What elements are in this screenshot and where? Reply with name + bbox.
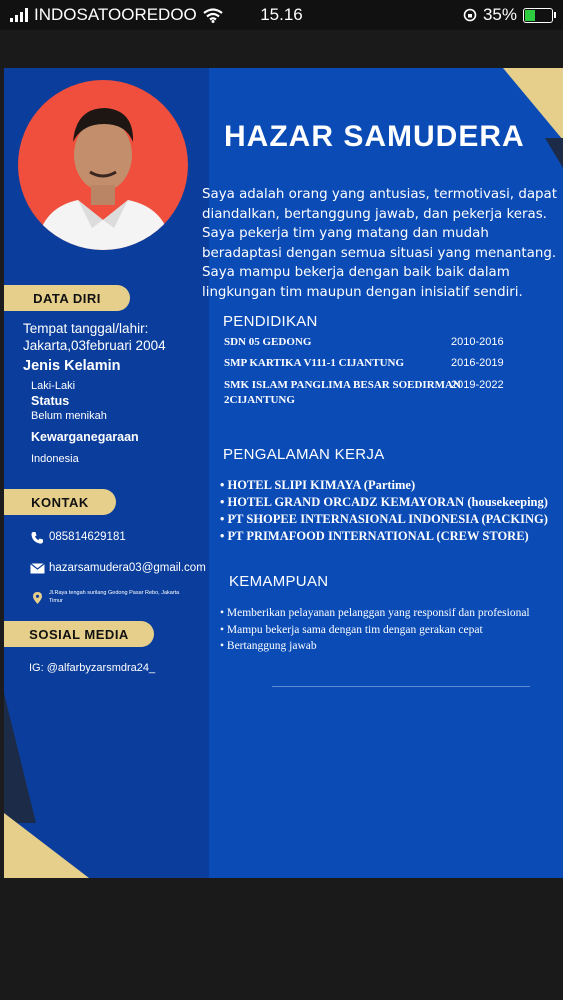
pendidikan-heading: PENDIDIKAN: [223, 313, 318, 330]
sosial-media-heading: SOSIAL MEDIA: [4, 621, 154, 647]
education-years: 2010-2016: [451, 336, 504, 348]
resume-document: [4, 68, 563, 878]
mail-icon: [30, 563, 45, 574]
education-school: SDN 05 GEDONG: [224, 336, 312, 348]
resume-name: HAZAR SAMUDERA: [224, 120, 525, 153]
phone-icon: [30, 531, 44, 545]
bottom-spacer: [0, 878, 563, 1000]
experience-item: • HOTEL SLIPI KIMAYA (Partime): [220, 478, 416, 492]
phone-number: 085814629181: [49, 531, 126, 543]
data-diri-heading: DATA DIRI: [4, 285, 130, 311]
status-value: Belum menikah: [31, 410, 107, 422]
clock: 15.16: [260, 5, 303, 24]
corner-decoration-bottom-left-dark: [4, 693, 36, 823]
corner-decoration-top-right-dark: [545, 138, 563, 168]
skill-item: • Memberikan pelayanan pelanggan yang responsif dan profesional: [220, 607, 530, 619]
nationality-value: Indonesia: [31, 453, 79, 465]
profile-photo: [18, 80, 188, 250]
kontak-heading: KONTAK: [4, 489, 116, 515]
battery-percent: 35%: [482, 5, 517, 24]
status-label: Status: [31, 394, 70, 408]
corner-decoration-bottom-left: [4, 813, 89, 878]
status-bar: [0, 0, 563, 30]
address-line-2: Timur: [49, 598, 63, 604]
top-spacer: [0, 30, 563, 68]
education-school: SMK ISLAM PANGLIMA BESAR SOEDIRMAN: [224, 379, 461, 391]
location-pin-icon: [33, 592, 42, 604]
email-address: hazarsamudera03@gmail.com: [49, 562, 206, 574]
status-right: [463, 5, 553, 25]
experience-item: • PT SHOPEE INTERNASIONAL INDONESIA (PACKING): [220, 512, 548, 526]
experience-item: • HOTEL GRAND ORCADZ KEMAYORAN (housekeeping): [220, 495, 548, 509]
kemampuan-heading: KEMAMPUAN: [229, 573, 329, 590]
gender-value: Laki-Laki: [31, 380, 76, 392]
instagram-handle: IG: @alfarbyzarsmdra24_: [29, 662, 156, 674]
experience-item: • PT PRIMAFOOD INTERNATIONAL (CREW STORE): [220, 529, 529, 543]
birth-label: Tempat tanggal/lahir:: [23, 321, 149, 336]
skill-item: • Bertanggung jawab: [220, 640, 317, 652]
education-years: 2019-2022: [451, 379, 504, 391]
birth-value: Jakarta,03februari 2004: [23, 338, 166, 353]
address-line-1: Jl.Raya tengah surilang Gedong Pasar Rebo, Jakarta: [49, 590, 180, 596]
resume-summary: Saya adalah orang yang antusias, termotivasi, dapat diandalkan, bertanggung jawab, dan pekerja keras. Saya pekerja tim yang matang dan mudah beradaptasi dengan semua situasi yang menantang. Saya mampu bekerja dengan baik baik dalam lingkungan tim maupun dengan inisiatif sendiri.: [202, 187, 557, 300]
skill-item: • Mampu bekerja sama dengan tim dengan gerakan cepat: [220, 624, 483, 636]
gender-label: Jenis Kelamin: [23, 358, 121, 374]
rotation-lock-icon: [463, 8, 477, 22]
nationality-label: Kewarganegaraan: [31, 430, 139, 444]
education-school-cont: 2CIJANTUNG: [224, 394, 295, 406]
battery-icon: [523, 8, 553, 23]
divider-line: [272, 686, 530, 687]
education-years: 2016-2019: [451, 357, 504, 369]
pengalaman-heading: PENGALAMAN KERJA: [223, 446, 385, 463]
carrier-name: INDOSATOOREDOO: [34, 5, 197, 24]
education-school: SMP KARTIKA V111-1 CIJANTUNG: [224, 357, 405, 369]
